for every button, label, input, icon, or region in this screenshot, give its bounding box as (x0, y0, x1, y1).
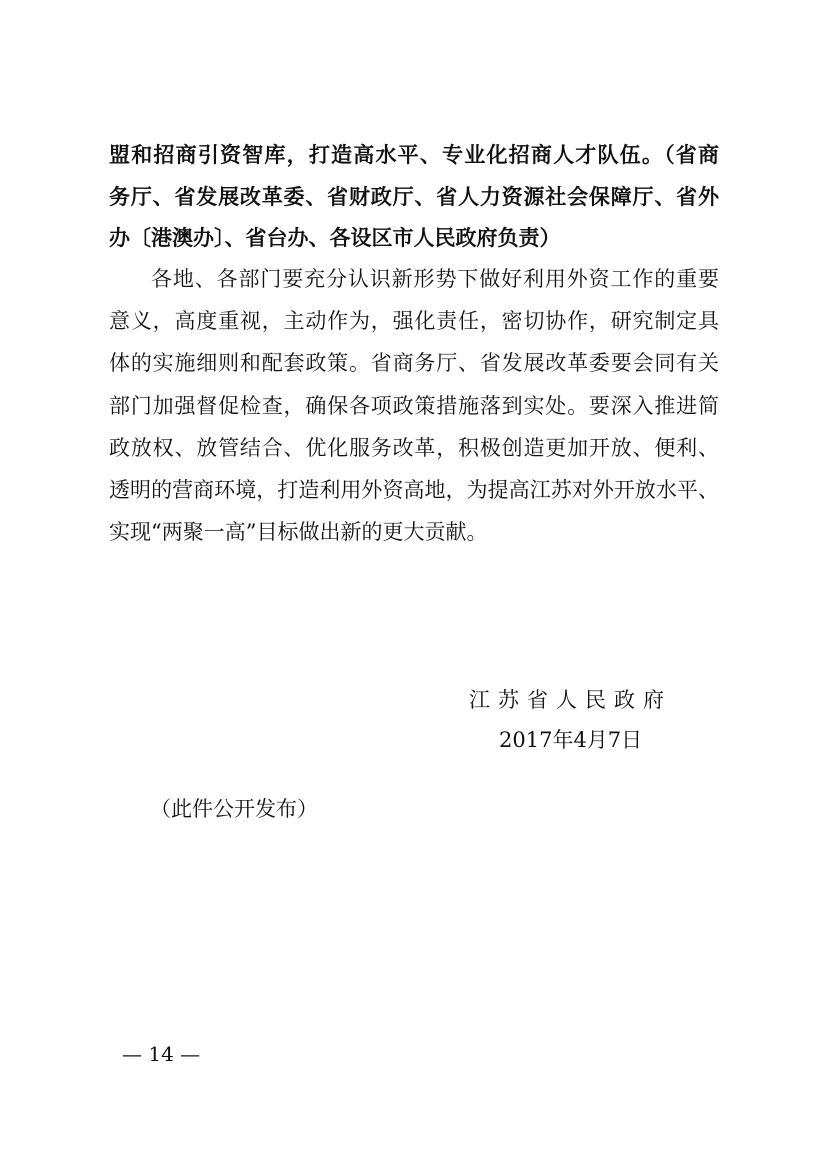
issue-date: 2017年4月7日 (499, 728, 643, 752)
body-line-6: 体的实施细则和配套政策。省商务厅、省发展改革委要会同有关 (109, 351, 719, 375)
page-number: — 14 — (122, 1042, 201, 1066)
body-line-9: 透明的营商环境，打造利用外资高地，为提高江苏对外开放水平、 (109, 478, 719, 502)
body-line-10: 实现“两聚一高”目标做出新的更大贡献。 (109, 520, 488, 544)
body-line-5: 意义，高度重视，主动作为，强化责任，密切协作，研究制定具 (109, 309, 719, 333)
body-line-7: 部门加强督促检查，确保各项政策措施落到实处。要深入推进简 (109, 394, 719, 418)
body-line-8: 政放权、放管结合、优化服务改革，积极创造更加开放、便利、 (109, 436, 719, 460)
issuer-signature: 江苏省人民政府 (469, 688, 672, 712)
publish-note: （此件公开发布） (150, 797, 318, 821)
body-line-3: 办〔港澳办〕、省台办、各设区市人民政府负责） (109, 225, 561, 250)
body-line-1: 盟和招商引资智库，打造高水平、专业化招商人才队伍。（省商 (109, 142, 719, 167)
body-line-2: 务厅、省发展改革委、省财政厅、省人力资源社会保障厅、省外 (109, 184, 719, 209)
body-line-4: 各地、各部门要充分认识新形势下做好利用外资工作的重要 (151, 267, 719, 291)
